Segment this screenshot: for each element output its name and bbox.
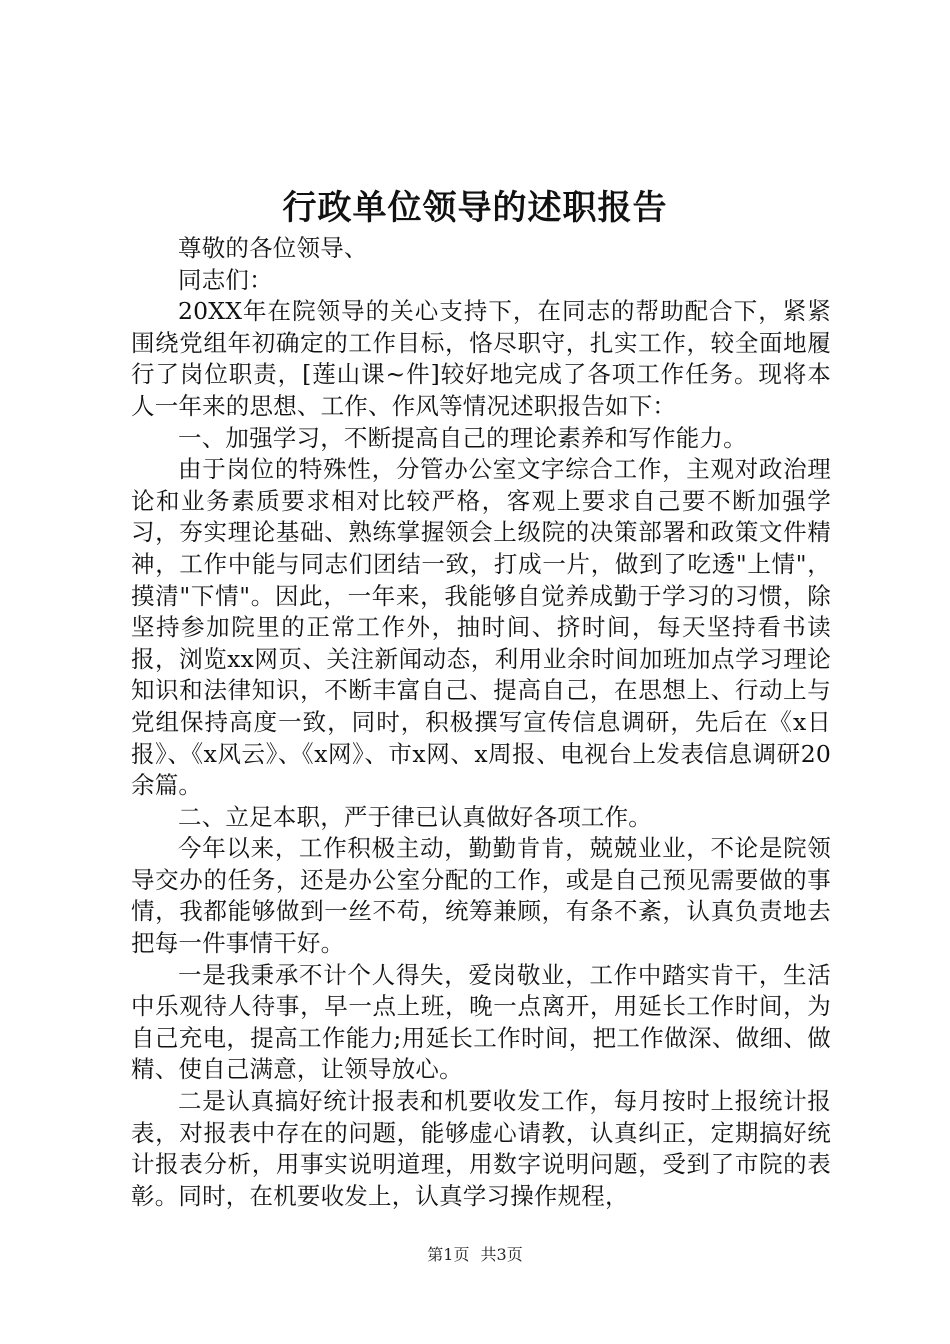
page-total: 共3页 [480, 1245, 523, 1264]
paragraph-intro: 20XX年在院领导的关心支持下，在同志的帮助配合下，紧紧围绕党组年初确定的工作目标，恪尽职守，扎实工作，较全面地履行了岗位职责，[莲山课~件]较好地完成了各项工作任务。现将本人一年来的思想、工作、作风等情况述职报告如下： [131, 297, 831, 420]
paragraph-study: 由于岗位的特殊性，分管办公室文字综合工作，主观对政治理论和业务素质要求相对比较严格，客观上要求自己要不断加强学习，夯实理论基础、熟练掌握领会上级院的决策部署和政策文件精神，工作中能与同志们团结一致，打成一片，做到了吃透"上情"，摸清"下情"。因此，一年来，我能够自觉养成勤于学习的习惯，除坚持参加院里的正常工作外，抽时间、挤时间，每天坚持看书读报，浏览xx网页、关注新闻动态，利用业余时间加班加点学习理论知识和法律知识，不断丰富自己、提高自己，在思想上、行动上与党组保持高度一致，同时，积极撰写宣传信息调研，先后在《x日报》、《x风云》、《x网》、市x网、x周报、电视台上发表信息调研20余篇。 [131, 455, 831, 800]
document-title: 行政单位领导的述职报告 [282, 188, 668, 228]
section-heading-2: 二、立足本职，严于律已认真做好各项工作。 [178, 802, 652, 831]
document-body [131, 233, 831, 1212]
salutation-line-1: 尊敬的各位领导、 [178, 234, 368, 262]
paragraph-work: 今年以来，工作积极主动，勤勤肯肯，兢兢业业，不论是院领导交办的任务，还是办公室分配的工作，或是自己预见需要做的事情，我都能够做到一丝不苟，统筹兼顾，有条不紊，认真负责地去把每一件事情干好。 [131, 834, 831, 958]
paragraph-point-2: 二是认真搞好统计报表和机要收发工作，每月按时上报统计报表，对报表中存在的问题，能够虚心请教，认真纠正，定期搞好统计报表分析，用事实说明道理，用数字说明问题，受到了市院的表彰。同时，在机要收发上，认真学习操作规程， [131, 1087, 831, 1210]
page-footer [0, 1243, 950, 1267]
section-heading-1: 一、加强学习，不断提高自己的理论素养和写作能力。 [178, 423, 747, 452]
paragraph-point-1: 一是我秉承不计个人得失，爱岗敬业，工作中踏实肯干，生活中乐观待人待事，早一点上班，晚一点离开，用延长工作时间，为自己充电，提高工作能力;用延长工作时间，把工作做深、做细、做精、使自己满意，让领导放心。 [131, 960, 831, 1084]
salutation-line-2: 同志们： [178, 265, 273, 294]
page-number: 第1页 [427, 1245, 470, 1264]
